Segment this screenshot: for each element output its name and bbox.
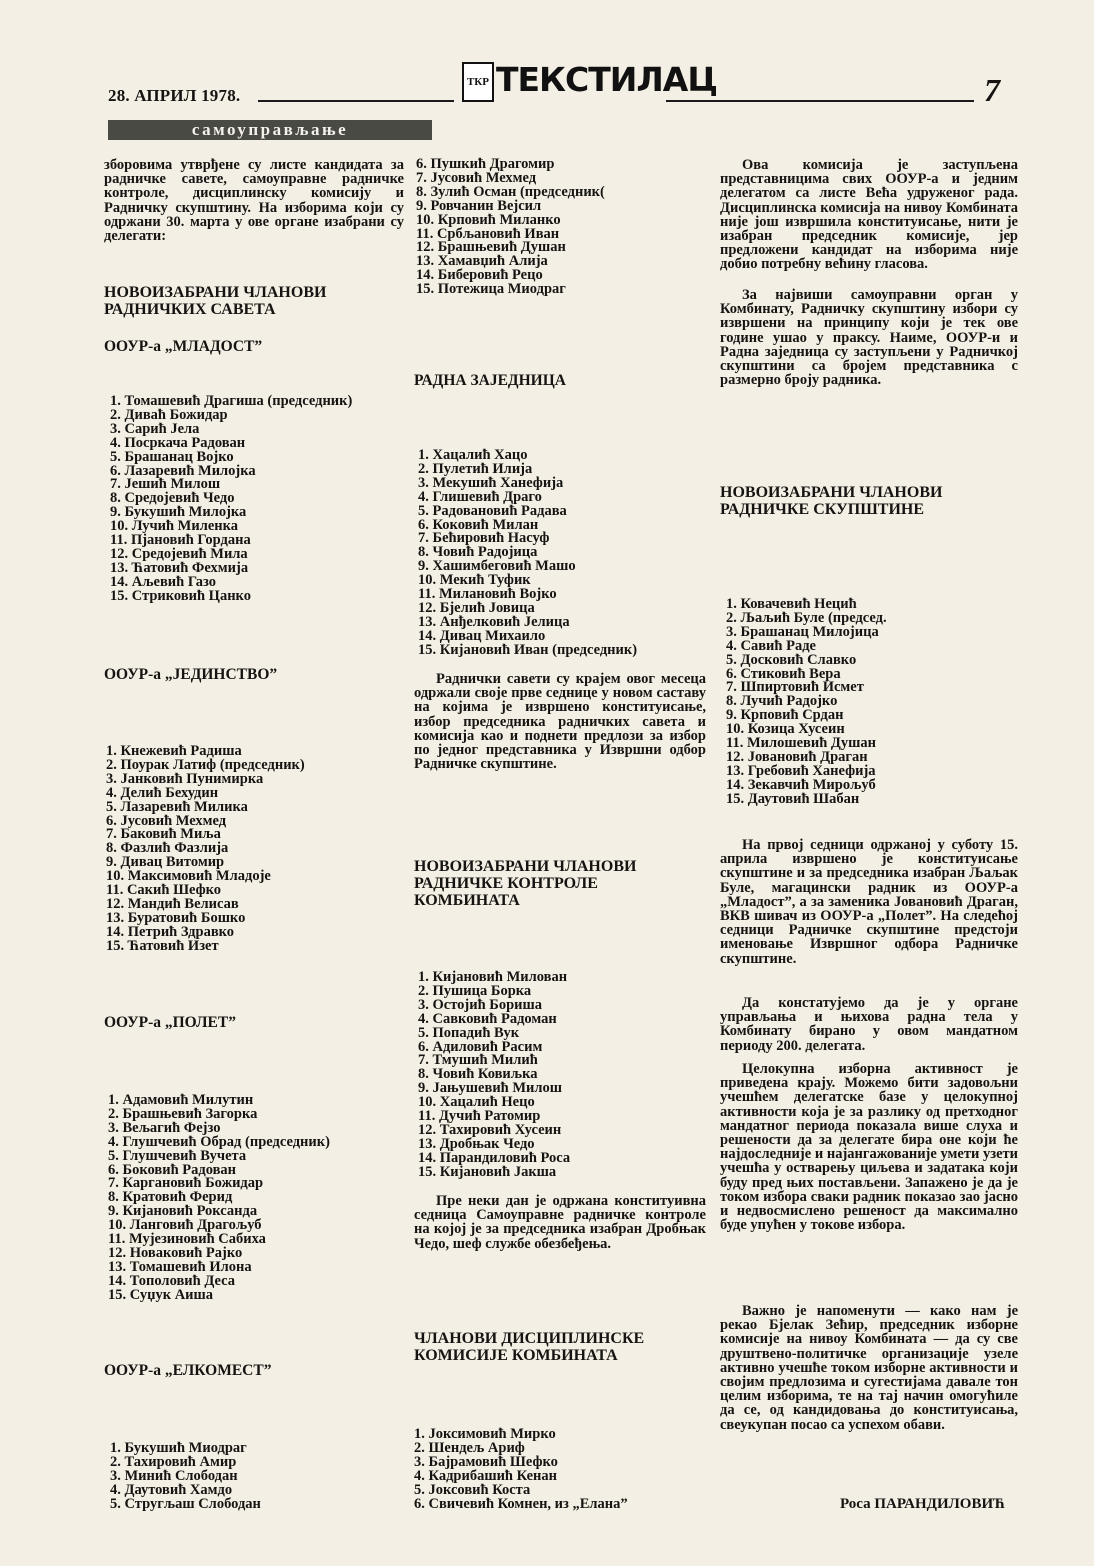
list-item: 8. Лучић Радојко	[726, 693, 838, 710]
list-item: 10. Ланговић Драгољуб	[108, 1217, 262, 1234]
page-number: 7	[984, 72, 1000, 108]
commission-paragraph: Ова комисија је заступљена представницима свих ООУР-а и једним делегатом са листе Већа удруженог рада. Дисциплинска комисија на нивоу Комбината није још извршила конституисање, нити је изабран председник комисије, јер предложени кандидат на изборима није добио потребну већину гласова.	[720, 157, 1018, 273]
list-item: 3. Брашанац Милојица	[726, 623, 879, 640]
assembly-list	[726, 598, 887, 807]
list-item: 6. Боковић Радован	[108, 1161, 237, 1178]
list-item: 7. Јешић Милош	[110, 476, 221, 493]
list-item: 4. Савић Раде	[726, 637, 816, 654]
list-item: 15. Стриковић Цанко	[110, 587, 251, 604]
list-item: 14. Зекавчић Мирољуб	[726, 776, 876, 793]
list-item: 2. Поурак Латиф (председник)	[106, 756, 305, 773]
jedinstvo-title: ООУР-а „ЈЕДИНСТВО”	[104, 666, 278, 683]
header-rule-right	[666, 100, 974, 102]
list-item: 7. Јусовић Мехмед	[416, 169, 537, 186]
control-heading-block	[414, 858, 696, 909]
radna-title: РАДНА ЗАЈЕДНИЦА	[414, 372, 566, 389]
list-item: 5. Стругљаш Слободан	[110, 1495, 261, 1512]
list-item: 7. Шпиртовић Исмет	[726, 679, 864, 696]
elkomest-title-block	[104, 1362, 404, 1380]
list-item: 7. Баковић Миља	[106, 826, 221, 843]
list-item: 12. Мандић Велисав	[106, 895, 239, 912]
jedinstvo-list	[106, 745, 305, 954]
list-item: 11. Пјановић Гордана	[110, 532, 251, 549]
commission-chair-paragraph: Важно је напоменути — како нам је рекао Бјелак Зећир, председник изборне комисије на нивоу Комбината — да су све друштвено-политичке организације узеле активно учешће током изборне активности и својим предлозима и сугестијама давале тон целим изборима, те на тај начин омогућиле да се, од кандидовања до конституисања, свеукупан посао са успехом обави.	[720, 1303, 1018, 1433]
list-item: 1. Кијановић Милован	[418, 969, 568, 985]
list-item: 14. Парандиловић Роса	[418, 1149, 571, 1166]
list-item: 5. Радовановић Радава	[418, 502, 567, 519]
list-item: 11. Сакић Шефко	[106, 882, 222, 899]
section-label: самоуправљање	[108, 120, 432, 140]
list-item: 3. Јанковић Пунимирка	[106, 770, 264, 787]
list-item: 1. Хацалић Хацо	[418, 447, 528, 463]
list-item: 10. Крповић Миланко	[416, 211, 561, 228]
list-item: 13. Дробњак Чедо	[418, 1135, 535, 1152]
list-item: 1. Адамовић Милутин	[108, 1092, 254, 1108]
councils-session-block	[414, 672, 706, 771]
issue-date: 28. АПРИЛ 1978.	[108, 86, 241, 105]
list-item: 5. Попадић Вук	[418, 1024, 520, 1041]
list-item: 7. Тмушић Милић	[418, 1052, 538, 1069]
list-item: 2. Диваћ Божидар	[110, 406, 228, 423]
list-item: 9. Кијановић Роксанда	[108, 1203, 258, 1220]
list-item: 5. Брашанац Војко	[110, 448, 234, 465]
list-item: 9. Дивац Витомир	[106, 854, 225, 871]
list-item: 3. Сарић Јела	[110, 420, 200, 437]
list-item: 12. Тахировић Хусеин	[418, 1121, 562, 1138]
list-item: 4. Посркача Радован	[110, 434, 246, 451]
polet-title: ООУР-а „ПОЛЕТ”	[104, 1014, 236, 1031]
control-session-paragraph: Пре неки дан је одржана конституивна седница Самоуправне радничке контроле на којој је за председника изабран Дробњак Чедо, шеф службе обезбеђења.	[414, 1193, 706, 1252]
councils-heading: НОВОИЗАБРАНИ ЧЛАНОВИ РАДНИЧКИХ САВЕТА	[104, 284, 327, 318]
disc-heading: ЧЛАНОВИ ДИСЦИПЛИНСКЕ КОМИСИЈЕ КОМБИНАТА	[414, 1330, 645, 1364]
mladost-title-block	[104, 338, 404, 356]
list-item: 2. Пушица Борка	[418, 982, 532, 999]
intro-paragraph: зборовима утврђене су листе кандидата за радничке савете, самоуправне радничке контроле, дисциплинску комисију и Радничку скупштину. На изборима који су одржани 30. марта у ове органе изабрани су делегати:	[104, 157, 404, 245]
list-item: 13. Анђелковић Јелица	[418, 613, 570, 630]
councils-heading-block	[104, 284, 390, 318]
list-item: 14. Аљевић Газо	[110, 573, 217, 590]
disc-heading-block	[414, 1330, 704, 1364]
control-list	[418, 971, 570, 1180]
radna-list	[418, 449, 637, 658]
column-1-intro	[104, 158, 404, 243]
list-item: 10. Хацалић Нецо	[418, 1094, 535, 1111]
list-item: 2. Љаљић Буле (председ.	[726, 609, 887, 626]
list-item: 4. Даутовић Хамдо	[110, 1481, 233, 1498]
list-item: 11. Милановић Војко	[418, 586, 557, 603]
list-item: 13. Томашевић Илона	[108, 1258, 252, 1275]
assembly-heading-block	[720, 484, 990, 518]
mladost-title: ООУР-а „МЛАДОСТ”	[104, 338, 263, 355]
newspaper-logo	[462, 60, 717, 102]
assembly-intro-block	[720, 288, 1018, 387]
list-item: 15. Кијановић Иван (председник)	[418, 641, 638, 658]
author-signature: Роса ПАРАНДИЛОВИЋ	[840, 1496, 1006, 1512]
list-item: 3. Вељагић Фејзо	[108, 1119, 221, 1136]
councils-session-paragraph: Раднички савети су крајем овог месеца одржали своје прве седнице у новом саставу на којима је извршено конституисање, избор председника радничких савета и комисија као и поднети предлози за избор по једног представника у Извршни одбор Радничке скупштине.	[414, 671, 706, 773]
list-item: 14. Тополовић Деса	[108, 1272, 235, 1289]
list-item: 12. Бјелић Јовица	[418, 599, 535, 616]
list-item: 10. Максимовић Младоје	[106, 868, 271, 885]
assembly-heading: НОВОИЗАБРАНИ ЧЛАНОВИ РАДНИЧКЕ СКУПШТИНЕ	[720, 484, 943, 518]
list-item: 4. Глушчевић Обрад (председник)	[108, 1133, 330, 1150]
list-item: 4. Глишевић Драго	[418, 488, 542, 505]
list-item: 7. Бећировић Насуф	[418, 530, 550, 547]
disc-list	[414, 1428, 628, 1511]
polet-title-block	[104, 1014, 404, 1032]
list-item: 9. Хашимбеговић Машо	[418, 558, 576, 575]
list-item: 15. Кијановић Јакша	[418, 1163, 557, 1180]
mladost-list	[110, 395, 352, 604]
delegates-count-paragraph: Да констатујемо да је у органе управљања и њихова радна тела у Комбинату бирано у овом мандатном периоду 200. делегата.	[720, 995, 1018, 1054]
elkomest-list-continued	[416, 158, 605, 297]
list-item: 1. Ковачевић Нецић	[726, 596, 857, 612]
list-item: 5. Досковић Славко	[726, 651, 857, 668]
list-item: 9. Ровчанин Вејсил	[416, 197, 542, 214]
list-item: 7. Каргановић Божидар	[108, 1175, 264, 1192]
list-item: 11. Дучић Ратомир	[418, 1108, 541, 1125]
list-item: 8. Средојевић Чедо	[110, 490, 235, 507]
list-item: 14. Петрић Здравко	[106, 923, 235, 940]
elkomest-list	[110, 1442, 261, 1512]
list-item: 10. Мекић Туфик	[418, 572, 531, 589]
list-item: 6. Стиковић Вера	[726, 665, 841, 682]
list-item: 2. Шендељ Ариф	[414, 1439, 525, 1456]
jedinstvo-title-block	[104, 666, 404, 684]
list-item: 3. Остојић Бориша	[418, 996, 543, 1013]
control-session-block	[414, 1194, 706, 1251]
list-item: 14. Биберовић Рецо	[416, 267, 543, 284]
radna-title-block	[414, 372, 714, 390]
first-session-block	[720, 838, 1018, 966]
newspaper-title: ТЕКСТИЛАЦ	[496, 60, 717, 99]
list-item: 6. Коковић Милан	[418, 516, 539, 533]
list-item: 11. Мујезиновић Сабиха	[108, 1231, 266, 1248]
list-item: 3. Мекушић Ханефија	[418, 474, 564, 491]
list-item: 8. Човић Радојица	[418, 544, 538, 561]
control-heading: НОВОИЗАБРАНИ ЧЛАНОВИ РАДНИЧКЕ КОНТРОЛЕ КОМБИНАТА	[414, 858, 637, 909]
list-item: 1. Кнежевић Радиша	[106, 743, 242, 759]
list-item: 12. Јовановић Драган	[726, 748, 868, 765]
list-item: 6. Свичевић Комнен, из „Елана”	[414, 1495, 628, 1512]
commission-chair-block	[720, 1304, 1018, 1432]
list-item: 14. Дивац Михаило	[418, 627, 546, 644]
list-item: 3. Минић Слободан	[110, 1467, 238, 1484]
list-item: 4. Делић Бехудин	[106, 784, 219, 801]
list-item: 15. Потежица Миодраг	[416, 281, 566, 298]
list-item: 11. Србљановић Иван	[416, 225, 560, 242]
logo-mark-icon: ТКР	[462, 62, 494, 102]
list-item: 12. Брашњевић Душан	[416, 239, 566, 256]
election-activity-block	[720, 1062, 1018, 1232]
list-item: 15. Ћатовић Изет	[106, 937, 219, 954]
header-rule-left	[258, 100, 454, 102]
list-item: 9. Крповић Срдан	[726, 707, 844, 724]
list-item: 6. Адиловић Расим	[418, 1038, 543, 1055]
election-activity-paragraph: Целокупна изборна активност је приведена крају. Можемо бити задовољни учешћем делегатске базе у целокупној активности која је за разлику од претходног мандатног периода показала више слуха и решености да за делегате бира оне који ће најдоследније и најангажованије умети узети учешћа у остварењу циљева и задатака који буду пред њих постављени. Запажено је да је током избора сваки радник показао зао јасно и недвосмислено решеност да максимално буде упућен у токове избора.	[720, 1061, 1018, 1234]
list-item: 1. Букушић Миодраг	[110, 1440, 247, 1456]
list-item: 5. Лазаревић Милика	[106, 798, 248, 815]
list-item: 5. Јоксовић Коста	[414, 1481, 531, 1498]
list-item: 1. Томашевић Драгиша (председник)	[110, 393, 353, 409]
list-item: 4. Савковић Радоман	[418, 1010, 557, 1027]
list-item: 8. Кратовић Ферид	[108, 1189, 233, 1206]
list-item: 11. Милошевић Душан	[726, 735, 876, 752]
list-item: 10. Козица Хусеин	[726, 721, 845, 738]
list-item: 6. Пушкић Драгомир	[416, 156, 555, 172]
list-item: 13. Ћатовић Фехмија	[110, 559, 249, 576]
list-item: 12. Средојевић Мила	[110, 545, 248, 562]
list-item: 6. Лазаревић Милојка	[110, 462, 256, 479]
list-item: 5. Глушчевић Вучета	[108, 1147, 247, 1164]
first-session-paragraph: На првој седници одржаној у суботу 15. априла извршено је конституисање скупштине и за председника изабран Љаљак Буле, магацински радник из ООУР-а „Младост”, а за заменика Јовановић Драган, ВКВ шивач из ООУР-а „Полет”. На следећој седници Радничке скупштине предстоји именовање Извршног одбора Радничке скупштине.	[720, 837, 1018, 967]
assembly-intro-paragraph: За највиши самоуправни орган у Комбинату, Радничку скупштину избори су извршени на принципу који је тек ове године ушао у праксу. Наиме, ООУР-и и Радна заједница су заступљени у Радничкој скупштини са бројем представника с размерно броју радника.	[720, 287, 1018, 389]
list-item: 2. Тахировић Амир	[110, 1453, 237, 1470]
list-item: 1. Јоксимовић Мирко	[414, 1426, 556, 1442]
list-item: 12. Новаковић Рајко	[108, 1244, 243, 1261]
elkomest-title: ООУР-а „ЕЛКОМЕСТ”	[104, 1362, 272, 1379]
list-item: 8. Фазлић Фазлија	[106, 840, 229, 857]
polet-list	[108, 1094, 330, 1303]
list-item: 15. Даутовић Шабан	[726, 790, 860, 807]
list-item: 8. Зулић Осман (председник(	[416, 183, 605, 200]
list-item: 10. Лучић Миленка	[110, 518, 239, 535]
list-item: 13. Буратовић Бошко	[106, 909, 246, 926]
delegates-count-block	[720, 996, 1018, 1053]
list-item: 9. Јањушевић Милош	[418, 1080, 563, 1097]
list-item: 2. Пулетић Илија	[418, 460, 533, 477]
commission-block	[720, 158, 1018, 272]
list-item: 13. Хамавџић Алија	[416, 253, 548, 270]
list-item: 2. Брашњевић Загорка	[108, 1105, 258, 1122]
list-item: 8. Човић Ковиљка	[418, 1066, 538, 1083]
list-item: 13. Гребовић Ханефија	[726, 762, 876, 779]
list-item: 4. Кадрибашић Кенан	[414, 1467, 557, 1484]
list-item: 9. Букушић Милојка	[110, 504, 247, 521]
list-item: 15. Суџук Аиша	[108, 1286, 214, 1303]
list-item: 6. Јусовић Мехмед	[106, 812, 227, 829]
list-item: 3. Бајрамовић Шефко	[414, 1453, 558, 1470]
